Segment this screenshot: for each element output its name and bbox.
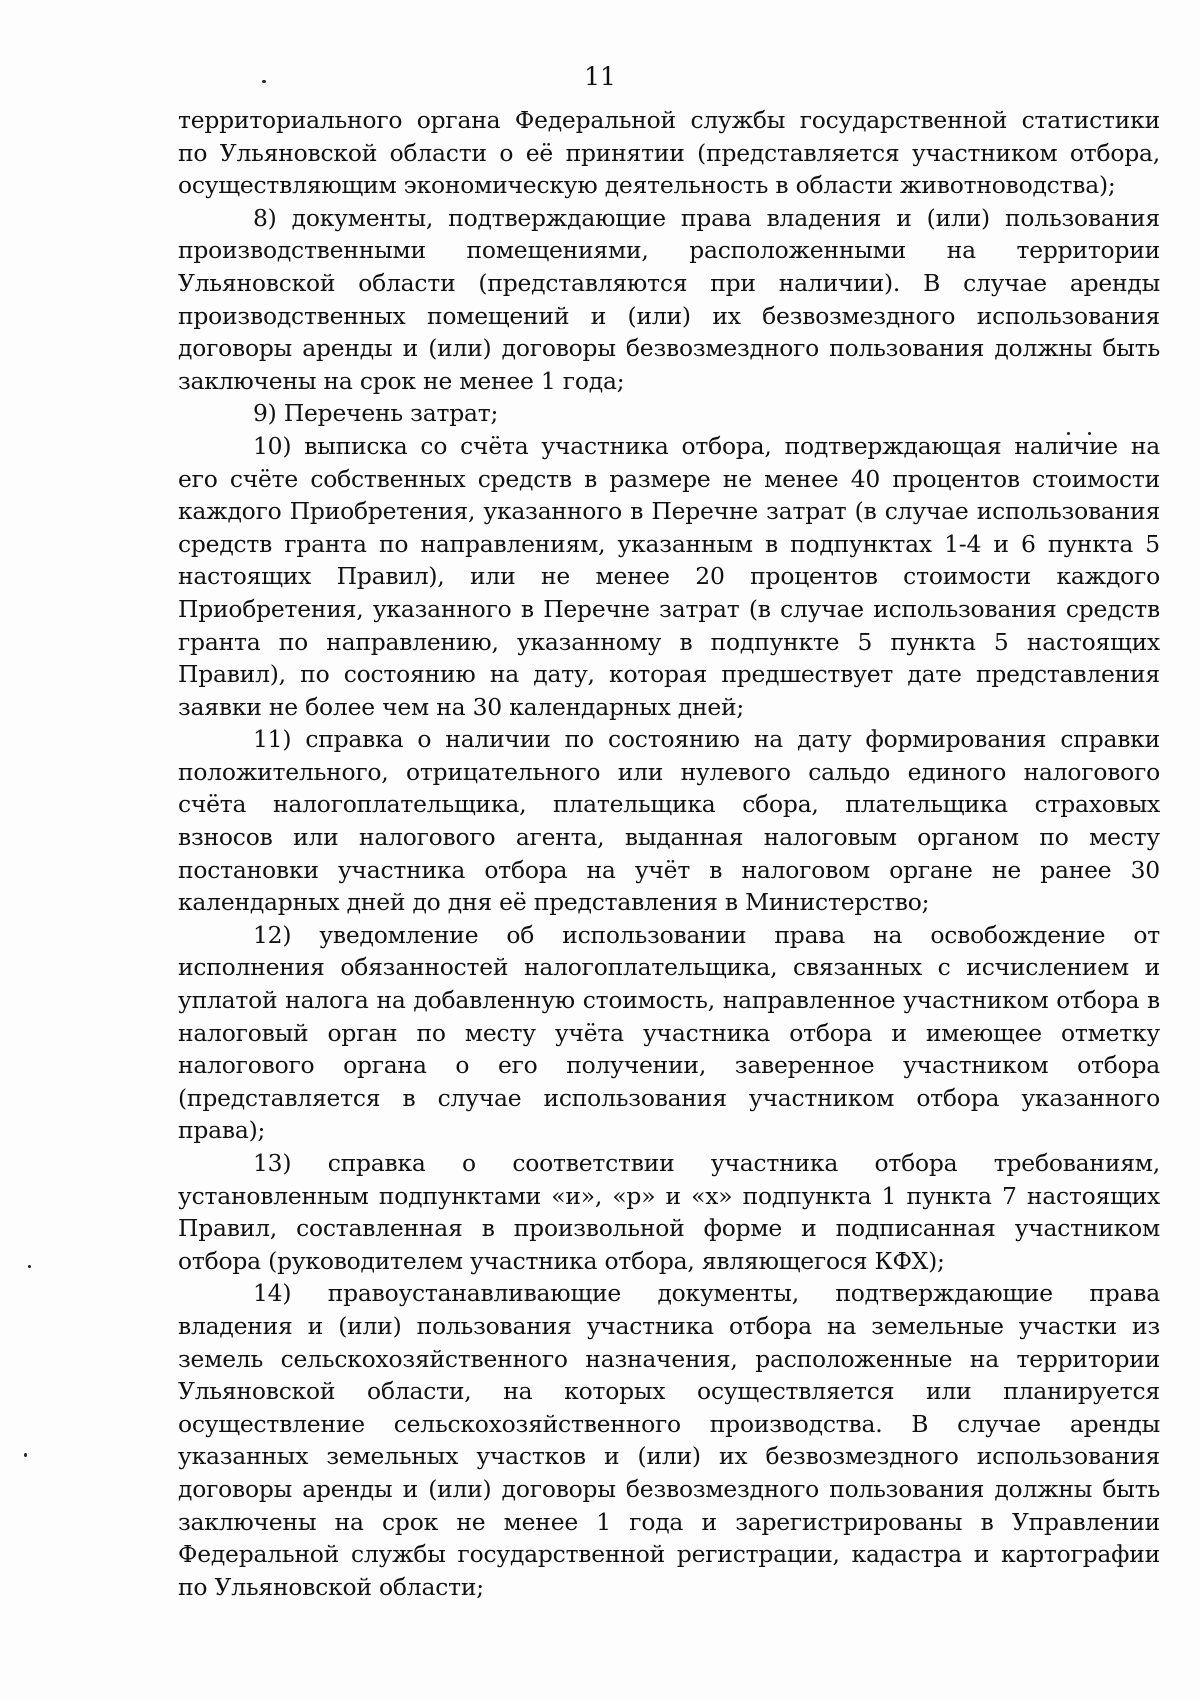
page-number: 11 <box>584 62 616 91</box>
document-body <box>178 104 1160 1603</box>
paragraph-item-12: 12) уведомление об использовании права на освобождение от исполнения обязанностей налогоплательщика, связанных с исчислением и уплатой налога на добавленную стоимость, направленное участником отбора в налоговый орган по месту учёта участника отбора и имеющее отметку налогового органа о его получении, заверенное участником отбора (представляется в случае использования участником отбора указанного права); <box>178 920 1160 1145</box>
paragraph-item-10: 10) выписка со счёта участника отбора, подтверждающая наличие на его счёте собственных средств в размере не менее 40 процентов стоимости каждого Приобретения, указанного в Перечне затрат (в случае использования средств гранта по направлениям, указанным в подпунктах 1-4 и 6 пункта 5 настоящих Правил), или не менее 20 процентов стоимости каждого Приобретения, указанного в Перечне затрат (в случае использования средств гранта по направлению, указанному в подпункте 5 пункта 5 настоящих Правил), по состоянию на дату, которая предшествует дате представления заявки не более чем на 30 календарных дней; <box>178 431 1160 721</box>
paragraph-continuation: территориального органа Федеральной службы государственной статистики по Ульяновской области о её принятии (представляется участником отбора, осуществляющим экономическую деятельность в области животноводства); <box>178 106 1160 200</box>
paragraph-item-9: 9) Перечень затрат; <box>253 399 499 428</box>
scan-speck <box>24 1453 27 1457</box>
paragraph-item-14: 14) правоустанавливающие документы, подтверждающие права владения и (или) пользования участника отбора на земельные участки из земель сельскохозяйственного назначения, расположенные на территории Ульяновской области, на которых осуществляется или планируется осуществление сельскохозяйственного производства. В случае аренды указанных земельных участков и (или) их безвозмездного использования договоры аренды и (или) договоры безвозмездного пользования должны быть заключены на срок не менее 1 года и зарегистрированы в Управлении Федеральной службы государственной регистрации, кадастра и картографии по Ульяновской области; <box>178 1279 1160 1601</box>
scan-speck <box>28 1265 31 1268</box>
paragraph-item-8: 8) документы, подтверждающие права владения и (или) пользования производственными помещениями, расположенными на территории Ульяновской области (представляются при наличии). В случае аренды производственных помещений и (или) их безвозмездного использования договоры аренды и (или) договоры безвозмездного пользования должны быть заключены на срок не менее 1 года; <box>178 203 1160 395</box>
paragraph-item-11: 11) справка о наличии по состоянию на дату формирования справки положительного, отрицательного или нулевого сальдо единого налогового счёта налогоплательщика, плательщика сбора, плательщика страховых взносов или налогового агента, выданная налоговым органом по месту постановки участника отбора на учёт в налоговом органе не ранее 30 календарных дней до дня её представления в Министерство; <box>178 725 1160 917</box>
paragraph-item-13: 13) справка о соответствии участника отбора требованиям, установленным подпунктами «и», «р» и «х» подпункта 1 пункта 7 настоящих Правил, составленная в произвольной форме и подписанная участником отбора (руководителем участника отбора, являющегося КФХ); <box>178 1149 1160 1275</box>
